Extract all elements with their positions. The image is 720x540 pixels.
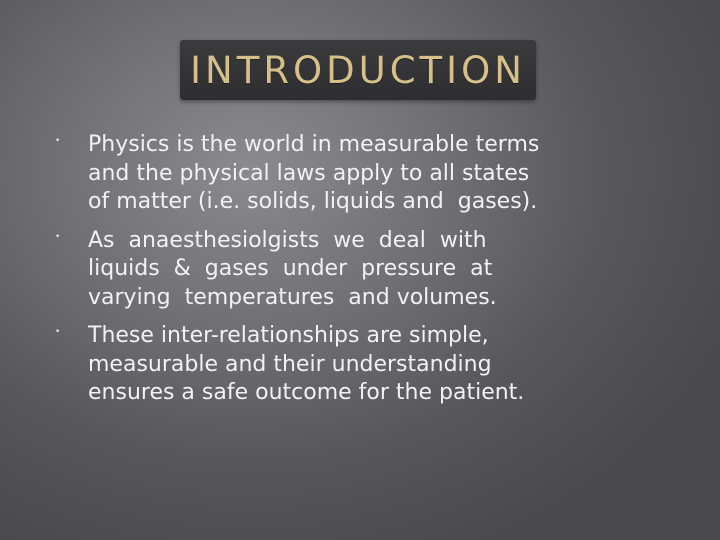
bullet-text-line: measurable and their understanding xyxy=(88,351,492,377)
bullet-text-line: of matter (i.e. solids, liquids and gases). xyxy=(88,189,538,214)
bullet-item xyxy=(55,322,675,408)
bullet-text-line: As anaesthesiolgists we deal with xyxy=(88,227,487,253)
bullet-icon: • xyxy=(55,327,61,337)
slide-title: INTRODUCTION xyxy=(190,48,526,92)
bullet-list xyxy=(55,131,675,418)
bullet-text-line: These inter-relationships are simple, xyxy=(88,323,489,348)
bullet-text-line: and the physical laws apply to all states xyxy=(88,160,530,186)
bullet-text-line: varying temperatures and volumes. xyxy=(88,284,497,310)
bullet-text-line: ensures a safe outcome for the patient. xyxy=(88,380,525,405)
bullet-text-line: Physics is the world in measurable terms xyxy=(88,132,540,157)
bullet-item xyxy=(55,227,675,313)
bullet-text-line: liquids & gases under pressure at xyxy=(88,256,493,281)
bullet-icon: • xyxy=(55,136,61,146)
bullet-item xyxy=(55,131,675,217)
title-banner xyxy=(180,40,536,100)
bullet-icon: • xyxy=(55,231,61,242)
